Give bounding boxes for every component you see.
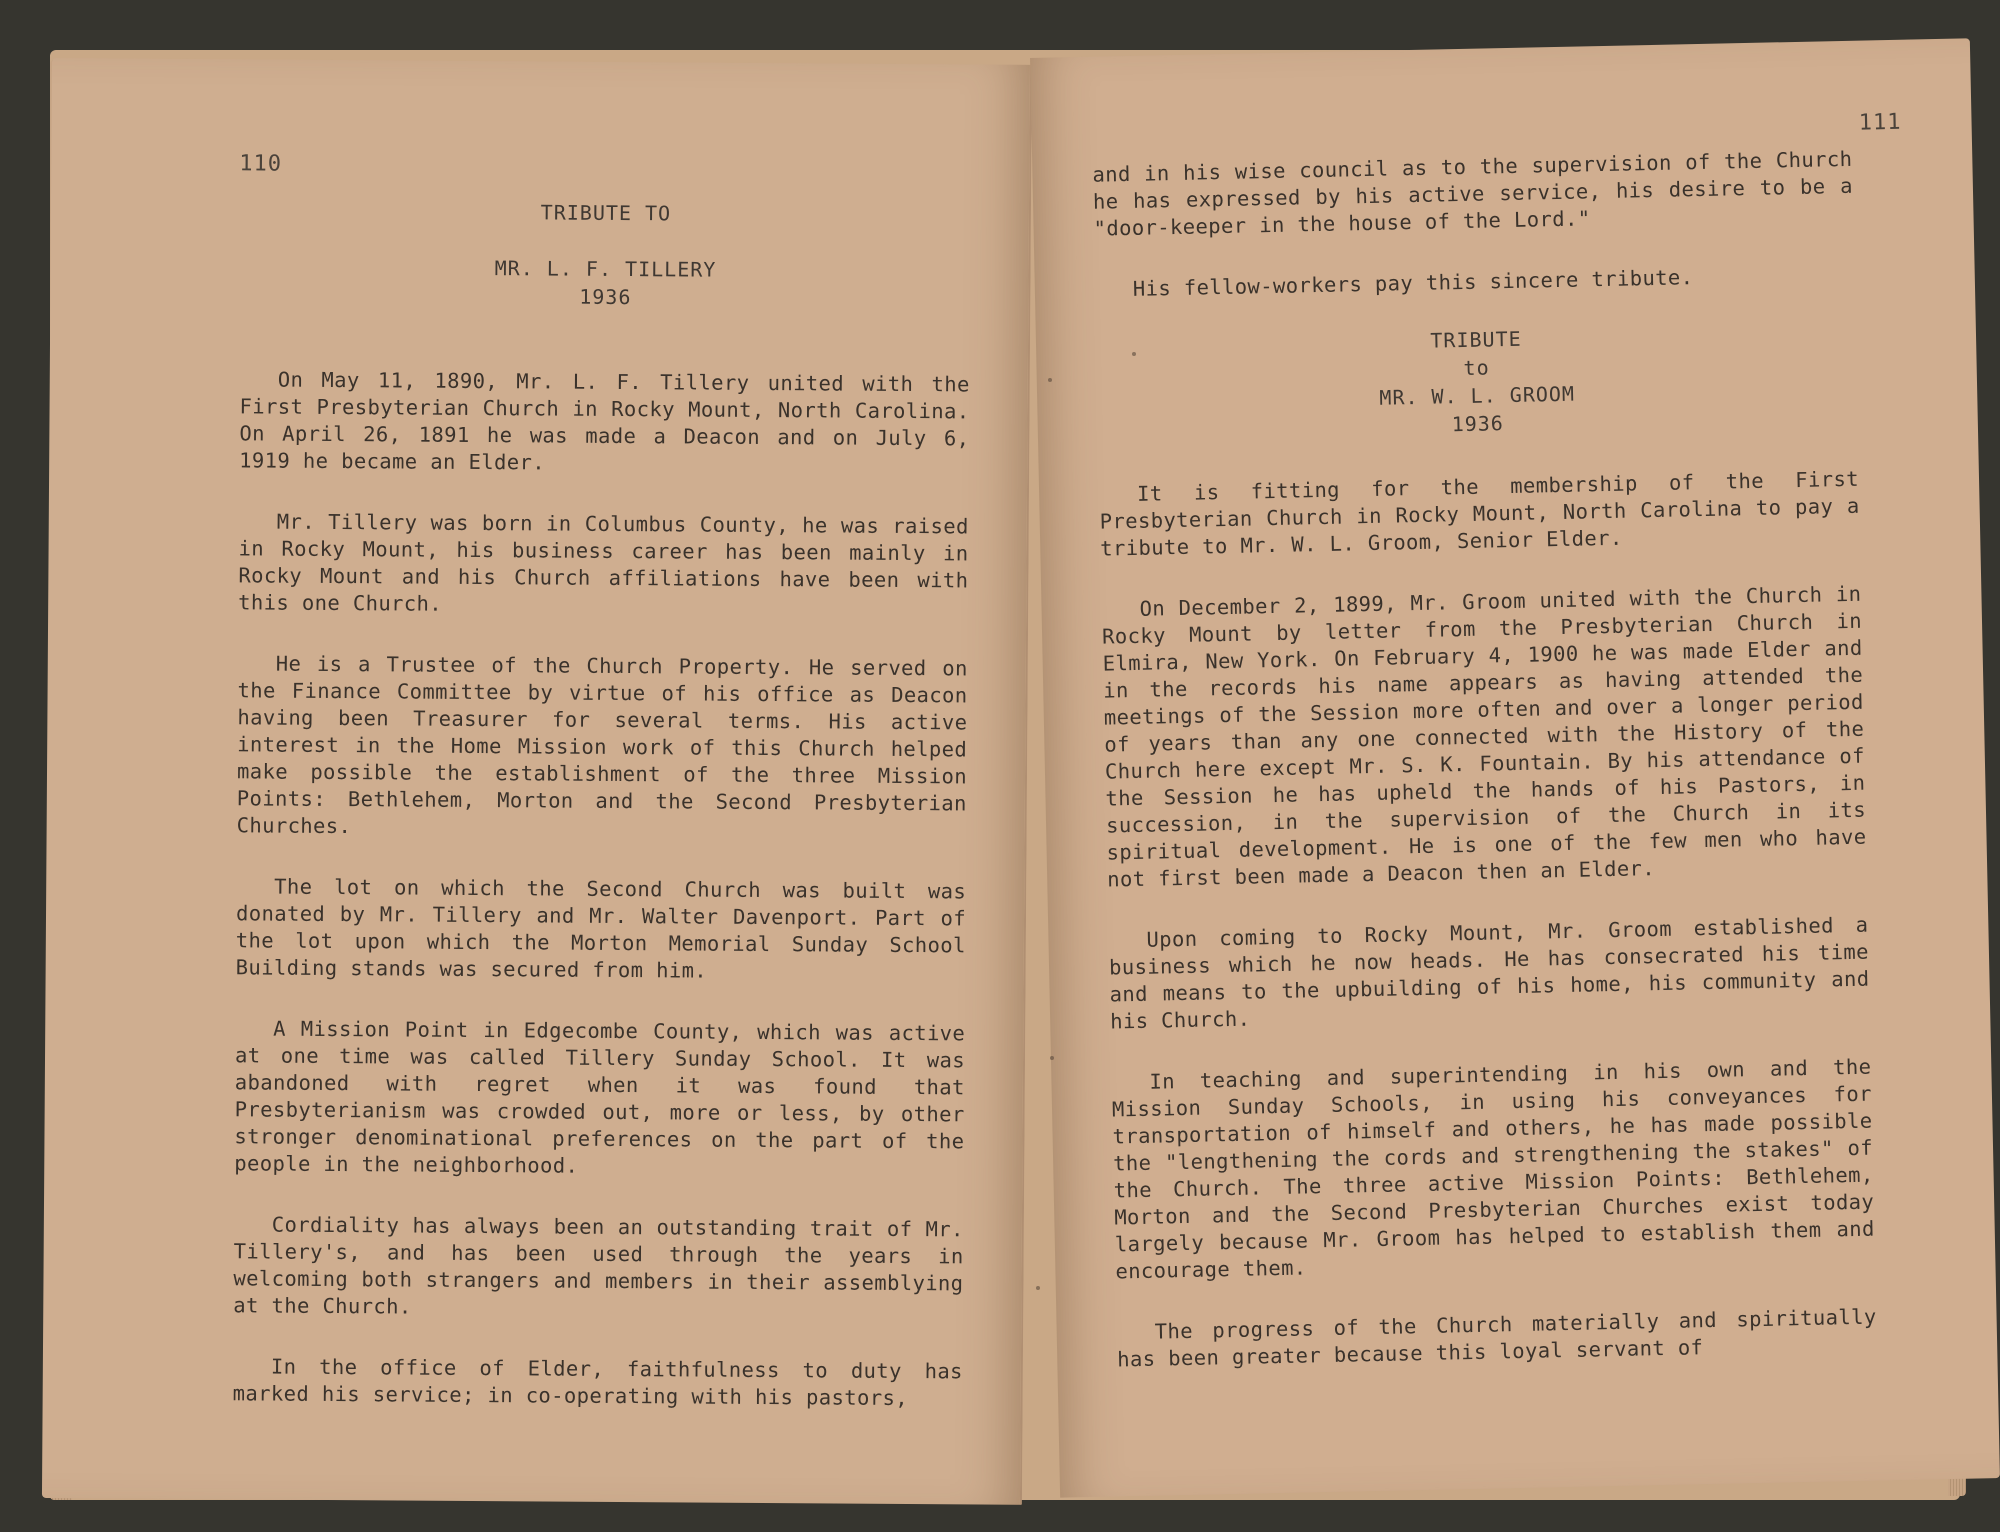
- left-page: [42, 58, 1032, 1505]
- heading-year-1936: 1936: [1451, 411, 1505, 437]
- paper-speck: [1050, 1056, 1054, 1060]
- paragraph-progress: The progress of the Church materially and spiritually has been greater because this loyal servant of: [1117, 1304, 1877, 1372]
- paragraph-office-of-elder: In the office of Elder, faithfulness to duty has marked his service; in co-operating with his pastors,: [232, 1354, 963, 1411]
- paragraph-birth-career: Mr. Tillery was born in Columbus County, he was raised in Rocky Mount, his business career has been mainly in Rocky Mount and his Church affiliations have been with this one Church.: [238, 509, 969, 616]
- heading-name-tillery: MR. L. F. TILLERY: [494, 256, 717, 282]
- paragraph-business: Upon coming to Rocky Mount, Mr. Groom established a business which he now heads. He has consecrated his time and means to the upbuilding of his home, his community and his Church.: [1108, 912, 1870, 1034]
- paragraph-lot-donation: The lot on which the Second Church was built was donated by Mr. Tillery and Mr. Walter Davenport. Part of the lot upon which the Morton Memorial Sunday School Building stands was secured from him.: [235, 874, 967, 983]
- right-page: [1030, 38, 2000, 1497]
- paragraph-fitting-tribute: It is fitting for the membership of the First Presbyterian Church in Rocky Mount, North Carolina to pay a tribute to Mr. W. L. Groom, Senior Elder.: [1099, 466, 1860, 561]
- paper-speck: [1048, 378, 1052, 382]
- paragraph-teaching-mission: In teaching and superintending in his own and the Mission Sunday Schools, in using his conveyances for transportation of himself and others, he has made possible the "lengthening the cords and strengthening the stakes" of the Church. The three active Mission Points: Bethlehem, Morton and the Second Presbyterian Churches exist today largely because Mr. Groom has helped to establish them and encourage them.: [1111, 1054, 1875, 1284]
- paragraph-edgecombe-mission: A Mission Point in Edgecombe County, which was active at one time was called Tillery Sunday School. It was abandoned with regret when it was found that Presbyterianism was crowded out, more or less, by other stronger denominational preferences on the part of the people in the neighborhood.: [234, 1016, 966, 1178]
- paragraph-membership-history: On May 11, 1890, Mr. L. F. Tillery united with the First Presbyterian Church in Rocky Mount, North Carolina. On April 26, 1891 he was made a Deacon and on July 6, 1919 he became an Elder.: [239, 367, 970, 475]
- paragraph-groom-history: On December 2, 1899, Mr. Groom united with the Church in Rocky Mount by letter from the Presbyterian Church in Elmira, New York. On February 4, 1900 he was made Elder and in the records his name appears as having attended the meetings of the Session more often and over a longer period of years than any one connected with the History of the Church here except Mr. S. K. Fountain. By his attendance of the Session he has upheld the hands of his Pastors, in succession, in the supervision of the Church in its spiritual development. He is one of the few men who have not first been made a Deacon then an Elder.: [1101, 581, 1867, 892]
- tillery-tribute-heading: [240, 196, 971, 313]
- paragraph-closing-tribute: His fellow-workers pay this sincere tribute.: [1132, 265, 1694, 301]
- paper-speck: [1132, 352, 1136, 356]
- page-number-111: 111: [1858, 109, 1902, 136]
- heading-tribute: TRIBUTE: [1430, 326, 1522, 353]
- page-number-110: 110: [239, 151, 283, 177]
- heading-name-groom: MR. W. L. GROOM: [1379, 381, 1576, 410]
- groom-tribute-heading: [1096, 318, 1858, 446]
- heading-to: to: [1463, 355, 1490, 380]
- heading-tribute-to: TRIBUTE TO: [540, 200, 672, 226]
- paragraph-cordiality: Cordiality has always been an outstanding trait of Mr. Tillery's, and has been used through the years in welcoming both strangers and members in their assemblying at the Church.: [233, 1212, 964, 1319]
- paper-speck: [1036, 1286, 1040, 1290]
- paragraph-continued-tillery: and in his wise council as to the supervision of the Church he has expressed by his active service, his desire to be a "door-keeper in the house of the Lord.": [1092, 146, 1854, 241]
- paragraph-trustee-mission: He is a Trustee of the Church Property. He served on the Finance Committee by virtue of his office as Deacon having been Treasurer for several terms. His active interest in the Home Mission work of this Church helped make possible the establishment of the three Mission Points: Bethlehem, Morton and the Second Presbyterian Churches.: [236, 651, 968, 839]
- heading-year-1936: 1936: [579, 284, 632, 310]
